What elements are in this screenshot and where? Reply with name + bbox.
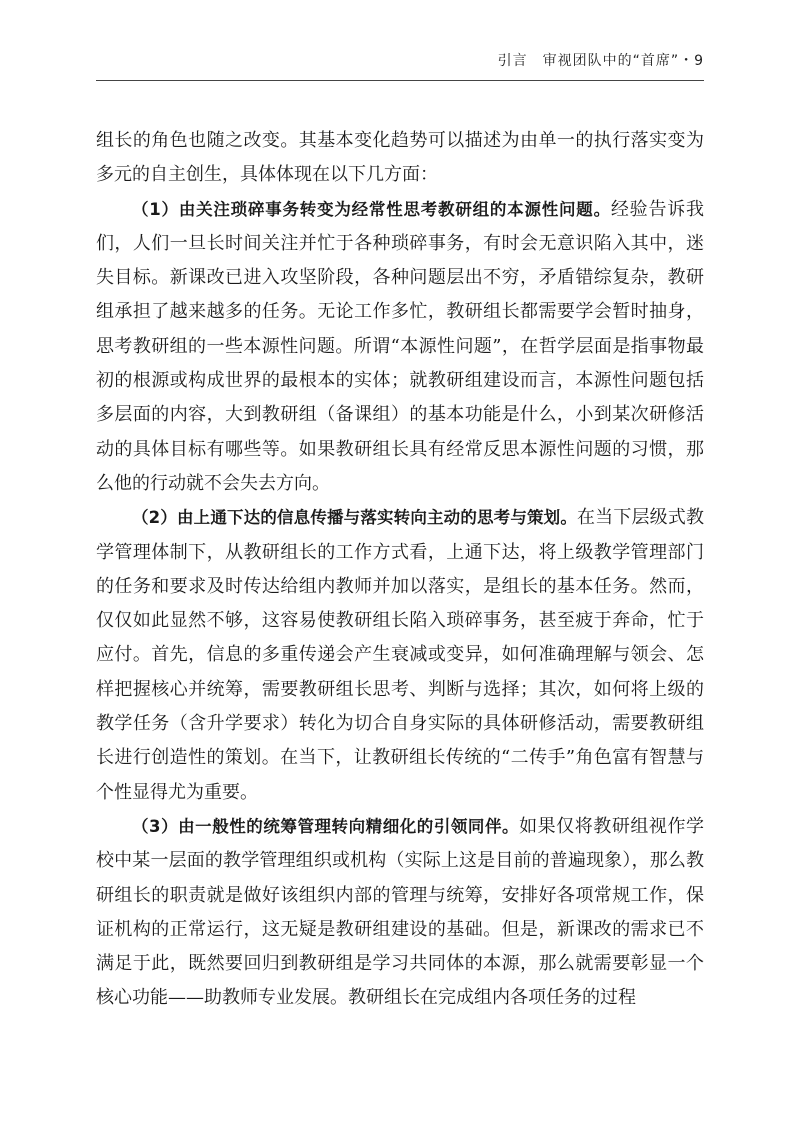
body-text (96, 124, 704, 1016)
paragraph-point-1 (96, 193, 704, 502)
paragraph-continuation (96, 124, 704, 193)
header-rule (96, 80, 704, 81)
paragraph-point-3 (96, 810, 704, 1016)
paragraph-point-2 (96, 501, 704, 810)
paragraph-lead: （3）由一般性的统筹管理转向精细化的引领同伴。 (132, 816, 520, 836)
running-header: 引言 审视团队中的“首席”・9 (497, 53, 704, 69)
paragraph-lead: （2）由上通下达的信息传播与落实转向主动的思考与策划。 (132, 508, 577, 528)
paragraph-lead: （1）由关注琐碎事务转变为经常性思考教研组的本源性问题。 (132, 199, 611, 219)
paragraph-text: 组长的角色也随之改变。其基本变化趋势可以描述为由单一的执行落实变为多元的自主创生，具体体现在以下几方面： (96, 130, 704, 186)
paragraph-text: 经验告诉我们，人们一旦长时间关注并忙于各种琐碎事务，有时会无意识陷入其中，迷失目标。新课改已进入攻坚阶段，各种问题层出不穷，矛盾错综复杂，教研组承担了越来越多的任务。无论工作多忙，教研组长都需要学会暂时抽身，思考教研组的一些本源性问题。所谓“本源性问题”，在哲学层面是指事物最初的根源或构成世界的最根本的实体；就教研组建设而言，本源性问题包括多层面的内容，大到教研组（备课组）的基本功能是什么，小到某次研修活动的具体目标有哪些等。如果教研组长具有经常反思本源性问题的习惯，那么他的行动就不会失去方向。 (96, 198, 705, 494)
paragraph-text: 在当下层级式教学管理体制下，从教研组长的工作方式看，上通下达，将上级教学管理部门的任务和要求及时传达给组内教师并加以落实，是组长的基本任务。然而，仅仅如此显然不够，这容易使教研组长陷入琐碎事务，甚至疲于奔命，忙于应付。首先，信息的多重传递会产生衰减或变异，如何准确理解与领会、怎样把握核心并统筹，需要教研组长思考、判断与选择；其次，如何将上级的教学任务（含升学要求）转化为切合自身实际的具体研修活动，需要教研组长进行创造性的策划。在当下，让教研组长传统的“二传手”角色富有智慧与个性显得尤为重要。 (96, 507, 705, 803)
paragraph-text: 如果仅将教研组视作学校中某一层面的教学管理组织或机构（实际上这是目前的普遍现象），那么教研组长的职责就是做好该组织内部的管理与统筹，安排好各项常规工作，保证机构的正常运行，这无疑是教研组建设的基础。但是，新课改的需求已不满足于此，既然要回归到教研组是学习共同体的本源，那么就需要彰显一个核心功能——助教师专业发展。教研组长在完成组内各项任务的过程 (96, 815, 705, 1009)
